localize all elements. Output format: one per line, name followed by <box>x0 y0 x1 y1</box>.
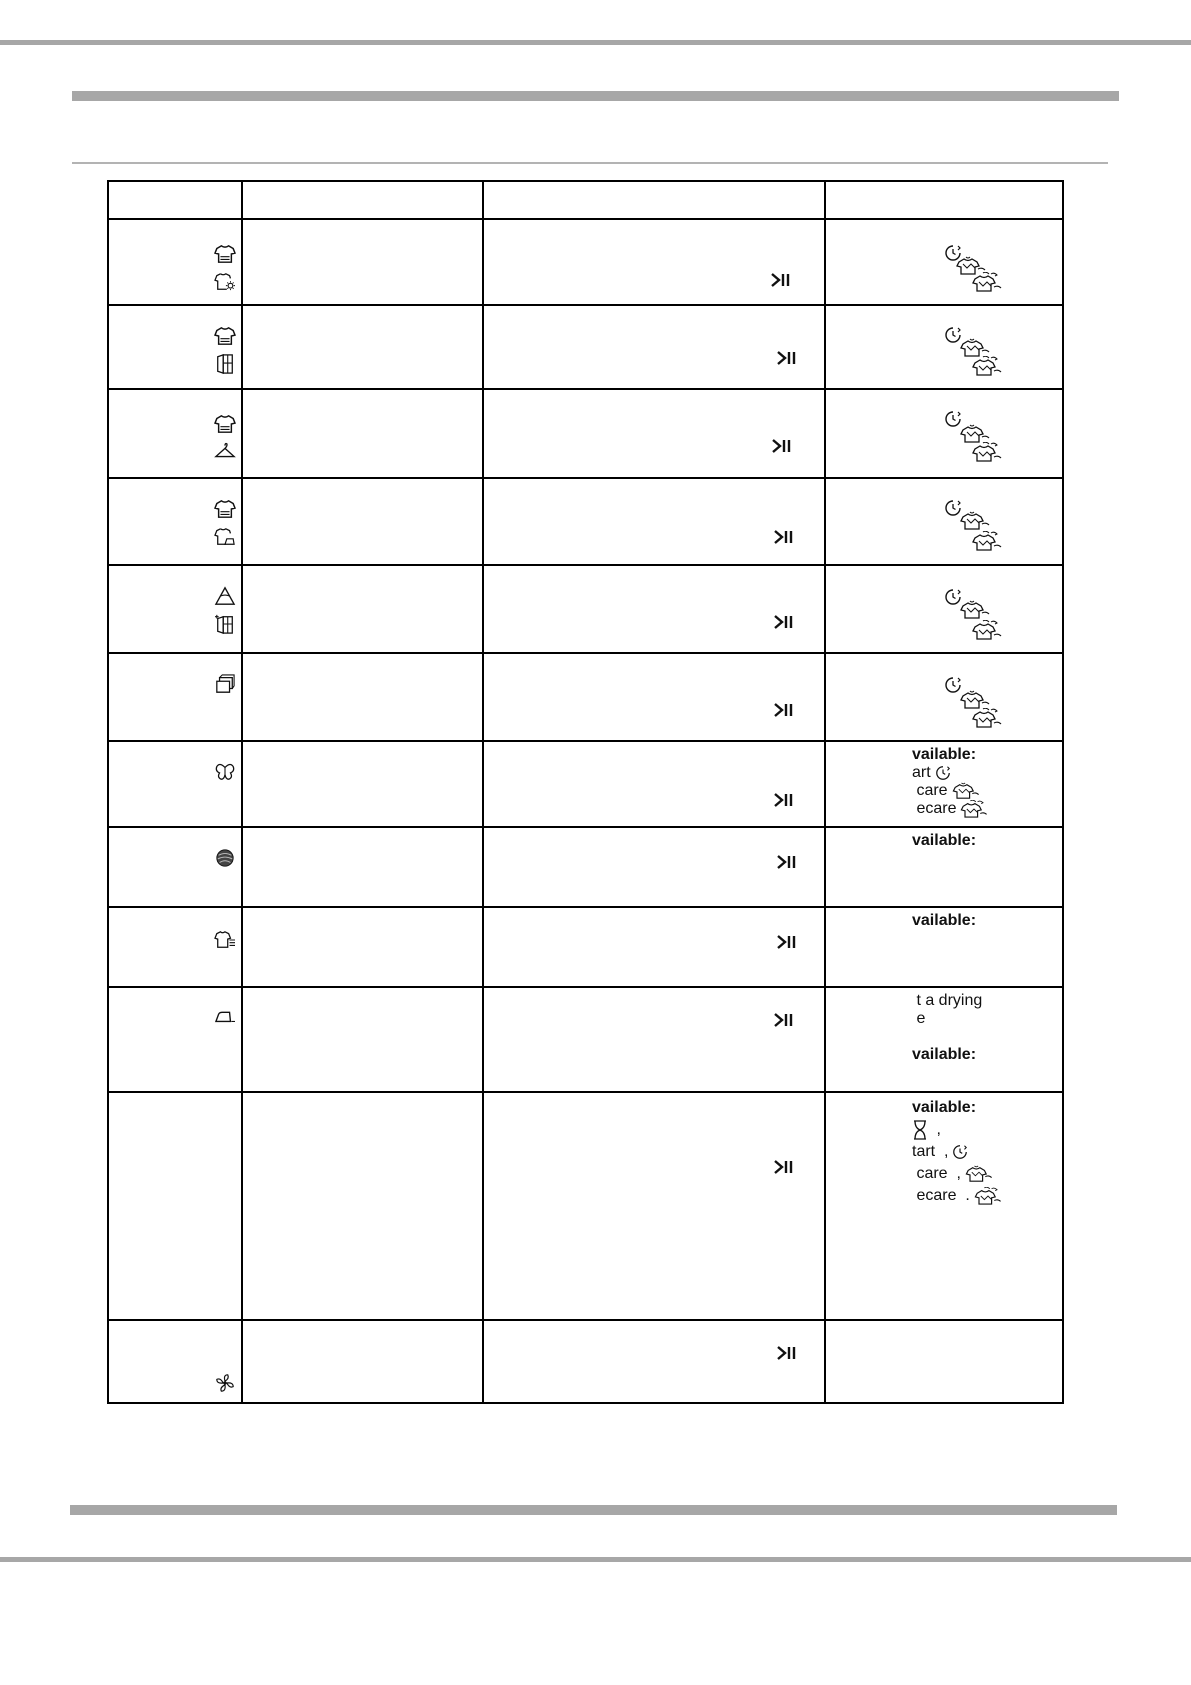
top-page-rule <box>0 40 1191 45</box>
table-row <box>108 305 1063 389</box>
start-pause-icon <box>773 529 795 545</box>
recare-icon <box>972 356 1002 376</box>
program-cell <box>242 987 483 1092</box>
care-icon <box>960 511 990 531</box>
option-icons <box>944 326 1014 382</box>
program-icon-cell <box>108 478 242 565</box>
recare-icon <box>960 800 988 818</box>
fan-icon <box>214 1373 236 1393</box>
note-text: ecare <box>912 800 957 817</box>
iron-icon <box>214 1006 236 1026</box>
cupboard-icon <box>214 354 236 374</box>
options-note <box>912 912 1062 930</box>
table-row <box>108 1092 1063 1320</box>
note-text: , <box>932 1121 941 1138</box>
program-icon-cell <box>108 987 242 1092</box>
options-cell <box>825 219 1063 305</box>
care-icon <box>965 1165 993 1183</box>
instructions-cell <box>483 389 825 478</box>
header-cell <box>242 181 483 219</box>
care-icon <box>960 338 990 358</box>
options-cell <box>825 565 1063 653</box>
note-heading: vailable: <box>912 746 977 763</box>
recare-icon <box>974 1187 1002 1205</box>
program-icon-cell <box>108 1320 242 1403</box>
program-icon-cell <box>108 907 242 987</box>
program-cell <box>242 1320 483 1403</box>
program-cell <box>242 907 483 987</box>
options-cell <box>825 741 1063 827</box>
table-row <box>108 389 1063 478</box>
start-pause-icon <box>773 702 795 718</box>
note-line <box>912 764 1062 782</box>
note-text: tart , <box>912 1143 949 1160</box>
shirt-icon <box>214 414 236 434</box>
start-pause-icon <box>776 854 798 870</box>
program-icon-cell <box>108 1092 242 1320</box>
note-text: care , <box>912 1165 961 1182</box>
options-cell <box>825 305 1063 389</box>
bottom-page-rule <box>0 1557 1191 1562</box>
option-icons <box>944 676 1014 732</box>
shirt-icon <box>214 244 236 264</box>
header-divider <box>72 162 1108 164</box>
hanger-icon <box>214 442 236 462</box>
note-line <box>912 1185 1062 1207</box>
shirt-icon <box>214 499 236 519</box>
table-row <box>108 987 1063 1092</box>
program-cell <box>242 219 483 305</box>
options-note <box>912 1097 1062 1207</box>
program-cell <box>242 827 483 907</box>
program-cell <box>242 565 483 653</box>
program-icon-cell <box>108 305 242 389</box>
instructions-cell <box>483 219 825 305</box>
program-icon-cell <box>108 219 242 305</box>
option-icons <box>944 410 1014 466</box>
options-cell <box>825 653 1063 741</box>
instructions-cell <box>483 1320 825 1403</box>
timer-icon <box>935 765 951 781</box>
options-cell <box>825 1092 1063 1320</box>
start-pause-icon <box>773 792 795 808</box>
recare-icon <box>972 620 1002 640</box>
program-icon-cell <box>108 389 242 478</box>
table-row <box>108 565 1063 653</box>
option-icons <box>944 244 1014 300</box>
care-icon <box>960 424 990 444</box>
note-line <box>912 782 1062 800</box>
table-row <box>108 1320 1063 1403</box>
table-row <box>108 741 1063 827</box>
instructions-cell <box>483 741 825 827</box>
cupboard-plus-icon <box>214 614 236 634</box>
note-line <box>912 1141 1062 1163</box>
shirt-icon <box>214 326 236 346</box>
program-cell <box>242 305 483 389</box>
note-text: ecare . <box>912 1187 970 1204</box>
program-cell <box>242 741 483 827</box>
header-cell <box>825 181 1063 219</box>
start-pause-icon <box>776 1345 798 1361</box>
shirt-iron-icon <box>214 527 236 547</box>
recare-icon <box>972 531 1002 551</box>
care-icon <box>960 600 990 620</box>
table-row <box>108 653 1063 741</box>
note-line <box>912 1163 1062 1185</box>
note-text: care <box>912 782 948 799</box>
header-bar <box>72 91 1119 101</box>
towels-icon <box>214 674 236 694</box>
butterfly-icon <box>214 762 236 782</box>
program-table <box>107 180 1064 1404</box>
option-icons <box>944 499 1014 555</box>
start-pause-icon <box>771 438 793 454</box>
start-pause-icon <box>773 1159 795 1175</box>
wool-ball-icon <box>214 848 236 868</box>
instructions-cell <box>483 653 825 741</box>
note-line: t a drying <box>912 992 983 1009</box>
note-line: e <box>912 1010 926 1027</box>
program-cell <box>242 1092 483 1320</box>
program-icon-cell <box>108 741 242 827</box>
note-heading: vailable: <box>912 832 977 849</box>
recare-icon <box>972 442 1002 462</box>
footer-bar <box>70 1505 1117 1515</box>
options-cell <box>825 827 1063 907</box>
note-heading: vailable: <box>912 912 977 929</box>
mountain-icon <box>214 586 236 606</box>
care-icon <box>960 690 990 710</box>
note-line <box>912 1119 1062 1141</box>
start-pause-icon <box>770 272 792 288</box>
note-line <box>912 800 1062 818</box>
start-pause-icon <box>776 934 798 950</box>
program-cell <box>242 478 483 565</box>
options-cell <box>825 1320 1063 1403</box>
options-cell <box>825 478 1063 565</box>
note-heading: vailable: <box>912 1099 977 1116</box>
care-icon <box>952 782 980 800</box>
options-note <box>912 746 1062 818</box>
program-icon-cell <box>108 827 242 907</box>
note-heading: vailable: <box>912 1046 977 1063</box>
options-cell <box>825 987 1063 1092</box>
recare-icon <box>972 272 1002 292</box>
hourglass-icon <box>912 1120 928 1140</box>
options-cell <box>825 389 1063 478</box>
shirt-lines-icon <box>214 930 236 950</box>
header-cell <box>108 181 242 219</box>
program-icon-cell <box>108 653 242 741</box>
instructions-cell <box>483 565 825 653</box>
start-pause-icon <box>776 350 798 366</box>
program-cell <box>242 389 483 478</box>
table-row <box>108 478 1063 565</box>
instructions-cell <box>483 987 825 1092</box>
instructions-cell <box>483 907 825 987</box>
start-pause-icon <box>773 614 795 630</box>
table-header-row <box>108 181 1063 219</box>
program-cell <box>242 653 483 741</box>
options-note <box>912 832 1062 850</box>
option-icons <box>944 588 1014 644</box>
header-cell <box>483 181 825 219</box>
instructions-cell <box>483 305 825 389</box>
instructions-cell <box>483 1092 825 1320</box>
note-text: art <box>912 764 931 781</box>
options-note <box>912 992 1062 1064</box>
table-row <box>108 907 1063 987</box>
options-cell <box>825 907 1063 987</box>
table-row <box>108 827 1063 907</box>
timer-icon <box>952 1144 968 1160</box>
shirt-sun-icon <box>214 272 236 292</box>
instructions-cell <box>483 827 825 907</box>
program-icon-cell <box>108 565 242 653</box>
recare-icon <box>972 708 1002 728</box>
table-row <box>108 219 1063 305</box>
instructions-cell <box>483 478 825 565</box>
start-pause-icon <box>773 1012 795 1028</box>
